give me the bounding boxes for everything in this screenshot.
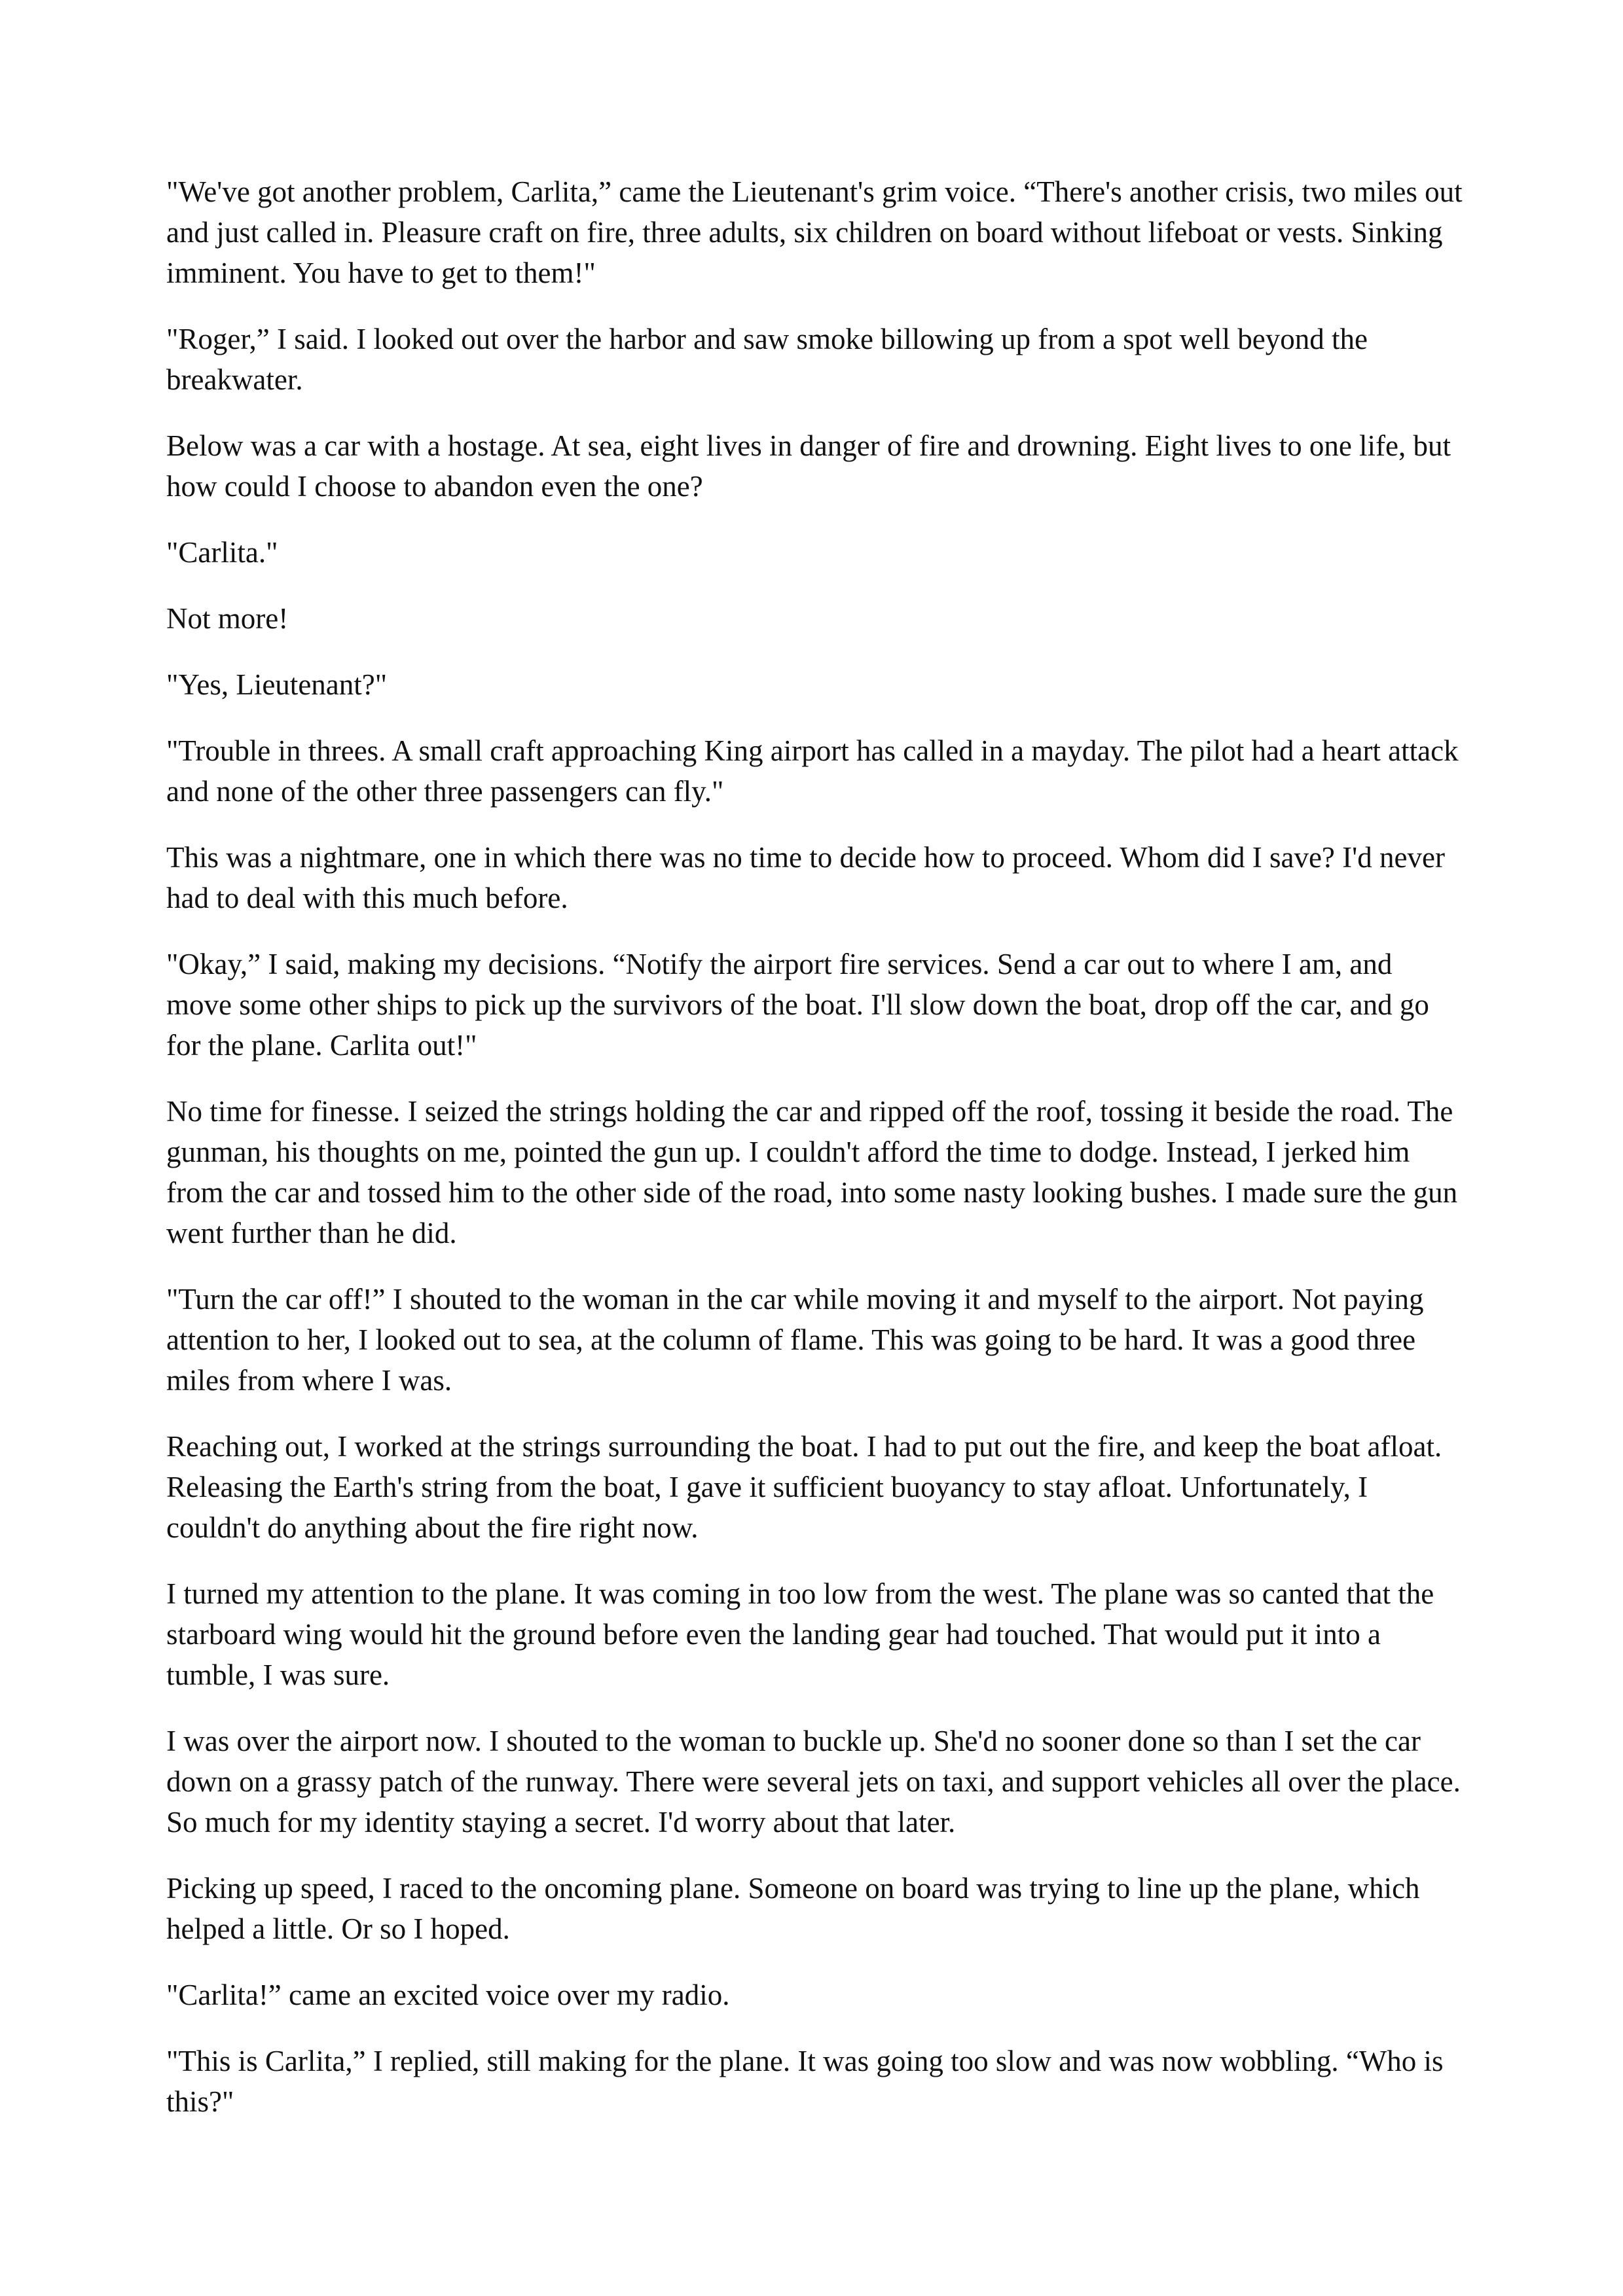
paragraph-4: "Carlita." — [166, 536, 278, 569]
paragraph-1: "We've got another problem, Carlita,” came the Lieutenant's grim voice. “There's another crisis, two miles out and just called in. Pleasure craft on fire, three adults, six children on board without lifeboat or vests. Sinking imminent. You have to get to them!" — [166, 175, 1463, 289]
paragraph-2: "Roger,” I said. I looked out over the harbor and saw smoke billowing up from a spot well beyond the breakwater. — [166, 323, 1368, 396]
paragraph-15: Picking up speed, I raced to the oncoming plane. Someone on board was trying to line up the plane, which helped a little. Or so I hoped. — [166, 1872, 1420, 1945]
paragraph-14: I was over the airport now. I shouted to the woman to buckle up. She'd no sooner done so than I set the car down on a grassy patch of the runway. There were several jets on taxi, and support vehicles all over the place. So much for my identity staying a secret. I'd worry about that later. — [166, 1725, 1461, 1839]
paragraph-17: "This is Carlita,” I replied, still making for the plane. It was going too slow and was now wobbling. “Who is this?" — [166, 2045, 1444, 2118]
document-page — [166, 171, 1463, 2147]
paragraph-9: "Okay,” I said, making my decisions. “Notify the airport fire services. Send a car out to where I am, and move some other ships to pick up the survivors of the boat. I'll slow down the boat, drop off the car, and go for the plane. Carlita out!" — [166, 948, 1429, 1062]
paragraph-12: Reaching out, I worked at the strings surrounding the boat. I had to put out the fire, and keep the boat afloat. Releasing the Earth's string from the boat, I gave it sufficient buoyancy to stay afloat. Unfortunately, I couldn't do anything about the fire right now. — [166, 1430, 1442, 1544]
paragraph-5: Not more! — [166, 602, 289, 635]
paragraph-6: "Yes, Lieutenant?" — [166, 668, 388, 701]
paragraph-3: Below was a car with a hostage. At sea, eight lives in danger of fire and drowning. Eight lives to one life, but how could I choose to abandon even the one? — [166, 429, 1451, 503]
paragraph-10: No time for finesse. I seized the strings holding the car and ripped off the roof, tossing it beside the road. The gunman, his thoughts on me, pointed the gun up. I couldn't afford the time to dodge. Instead, I jerked him from the car and tossed him to the other side of the road, into some nasty looking bushes. I made sure the gun went further than he did. — [166, 1095, 1458, 1249]
paragraph-16: "Carlita!” came an excited voice over my radio. — [166, 1979, 730, 2011]
paragraph-7: "Trouble in threes. A small craft approaching King airport has called in a mayday. The pilot had a heart attack and none of the other three passengers can fly." — [166, 734, 1459, 808]
paragraph-13: I turned my attention to the plane. It was coming in too low from the west. The plane was so canted that the starboard wing would hit the ground before even the landing gear had touched. That would put it into a tumble, I was sure. — [166, 1577, 1434, 1691]
paragraph-11: "Turn the car off!” I shouted to the woman in the car while moving it and myself to the airport. Not paying attention to her, I looked out to sea, at the column of flame. This was going to be hard. It was a good three miles from where I was. — [166, 1283, 1424, 1397]
paragraph-8: This was a nightmare, one in which there was no time to decide how to proceed. Whom did I save? I'd never had to deal with this much before. — [166, 841, 1445, 914]
